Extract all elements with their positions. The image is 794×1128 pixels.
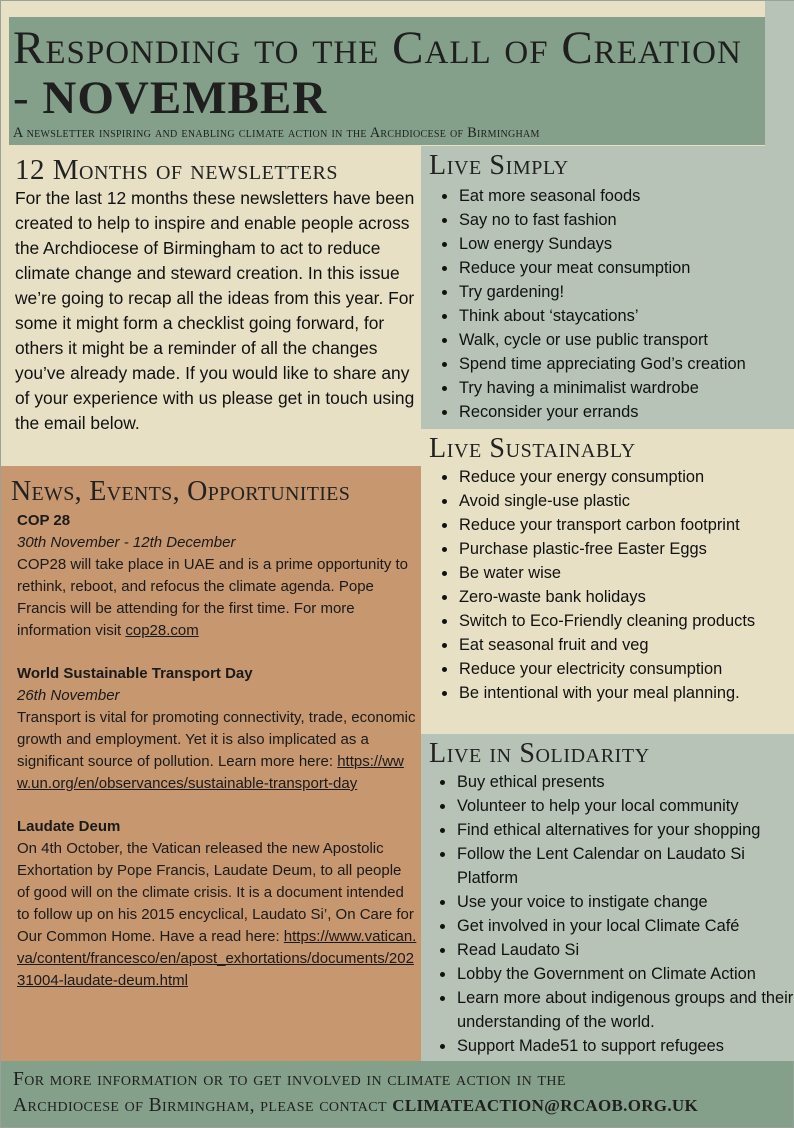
list-item: Lobby the Government on Climate Action <box>457 962 794 986</box>
list-item: Reconsider your errands <box>459 400 794 424</box>
news-item-text: Transport is vital for promoting connectivity, trade, economic growth and employment. Yet it is also implicated as a significant source of pollution. Learn more here: <box>17 709 416 770</box>
list-item: Buy ethical presents <box>457 770 794 794</box>
title-main: Responding to the Call of Creation - <box>13 22 742 124</box>
news-item <box>17 510 417 642</box>
list-item: Zero-waste bank holidays <box>459 585 794 609</box>
news-item <box>17 663 417 795</box>
live-simply-list <box>431 184 794 424</box>
list-item: Reduce your transport carbon footprint <box>459 513 794 537</box>
live-simply-heading: Live Simply <box>429 150 569 181</box>
footer-line-2 <box>13 1095 793 1117</box>
footer-contact <box>1 1061 793 1127</box>
news-item-date: 26th November <box>17 687 120 704</box>
list-item: Eat more seasonal foods <box>459 184 794 208</box>
list-item: Walk, cycle or use public transport <box>459 328 794 352</box>
title-month: NOVEMBER <box>42 72 328 124</box>
list-item: Say no to fast fashion <box>459 208 794 232</box>
list-item: Low energy Sundays <box>459 232 794 256</box>
list-item: Be intentional with your meal planning. <box>459 681 794 705</box>
news-section <box>1 466 421 1061</box>
list-item: Reduce your meat consumption <box>459 256 794 280</box>
list-item: Spend time appreciating God’s creation <box>459 352 794 376</box>
footer-line-1: For more information or to get involved in climate action in the <box>13 1069 566 1090</box>
list-item: Switch to Eco-Friendly cleaning products <box>459 609 794 633</box>
list-item: Try gardening! <box>459 280 794 304</box>
list-item: Learn more about indigenous groups and their understanding of the world. <box>457 986 794 1034</box>
news-item-body <box>17 707 417 795</box>
header-side-strip <box>765 1 794 146</box>
intro-heading: 12 Months of newsletters <box>15 154 338 186</box>
list-item: Get involved in your local Climate Café <box>457 914 794 938</box>
list-item: Support Made51 to support refugees <box>457 1034 794 1058</box>
list-item: Find ethical alternatives for your shopping <box>457 818 794 842</box>
news-item-title: World Sustainable Transport Day <box>17 665 253 682</box>
newsletter-subtitle: A newsletter inspiring and enabling climate action in the Archdiocese of Birmingham <box>13 125 540 141</box>
news-item-title: Laudate Deum <box>17 818 121 835</box>
news-item-text: COP28 will take place in UAE and is a prime opportunity to rethink, reboot, and refocus the climate agenda. Pope Francis will be attending for the first time. For more information visit <box>17 556 409 639</box>
live-sustainably-section <box>421 429 794 734</box>
live-in-solidarity-heading: Live in Solidarity <box>429 738 650 769</box>
list-item: Avoid single-use plastic <box>459 489 794 513</box>
list-item: Eat seasonal fruit and veg <box>459 633 794 657</box>
newsletter-title <box>13 23 763 123</box>
list-item: Volunteer to help your local community <box>457 794 794 818</box>
live-in-solidarity-section <box>421 734 794 1061</box>
list-item: Try having a minimalist wardrobe <box>459 376 794 400</box>
list-item: Read Laudato Si <box>457 938 794 962</box>
live-sustainably-heading: Live Sustainably <box>429 433 636 464</box>
news-item-title: COP 28 <box>17 512 71 529</box>
news-items <box>17 510 417 1013</box>
list-item: Be water wise <box>459 561 794 585</box>
news-item-body <box>17 554 417 642</box>
intro-section <box>1 146 421 466</box>
news-heading: News, Events, Opportunities <box>11 476 351 507</box>
news-item-text: On 4th October, the Vatican released the new Apostolic Exhortation by Pope Francis, Laudate Deum, to all people of good will on the climate crisis. It is a document intended to follow up on his 2015 encyclical, Laudato Si’, On Care for Our Common Home. Have a read here: <box>17 840 414 945</box>
news-item-body <box>17 838 417 992</box>
contact-email-link[interactable]: CLIMATEACTION@RCAOB.ORG.UK <box>392 1096 698 1115</box>
live-simply-section <box>421 146 794 429</box>
news-item <box>17 816 417 992</box>
news-item-date: 30th November - 12th December <box>17 534 236 551</box>
list-item: Follow the Lent Calendar on Laudato Si Platform <box>457 842 794 890</box>
list-item: Use your voice to instigate change <box>457 890 794 914</box>
footer-line-2-text: Archdiocese of Birmingham, please contact <box>13 1095 393 1116</box>
news-item-link[interactable]: https://www.un.org/en/observances/sustainable-transport-day <box>17 753 404 792</box>
live-in-solidarity-list <box>429 770 794 1058</box>
intro-body: For the last 12 months these newsletters have been created to help to inspire and enable people across the Archdiocese of Birmingham to act to reduce climate change and steward creation. In this issue we’re going to recap all the ideas from this year. For some it might form a checklist going forward, for others it might be a reminder of all the changes you’ve already made. If you would like to share any of your experience with us please get in touch using the email below. <box>15 188 415 433</box>
list-item: Reduce your energy consumption <box>459 465 794 489</box>
news-item-link[interactable]: cop28.com <box>125 622 199 639</box>
header-banner <box>9 17 765 145</box>
live-sustainably-list <box>431 465 794 705</box>
list-item: Purchase plastic-free Easter Eggs <box>459 537 794 561</box>
list-item: Reduce your electricity consumption <box>459 657 794 681</box>
news-item-link[interactable]: https://www.vatican.va/content/francesco/en/apost_exhortations/documents/20231004-laudate-deum.html <box>17 928 417 989</box>
list-item: Think about ‘staycations’ <box>459 304 794 328</box>
